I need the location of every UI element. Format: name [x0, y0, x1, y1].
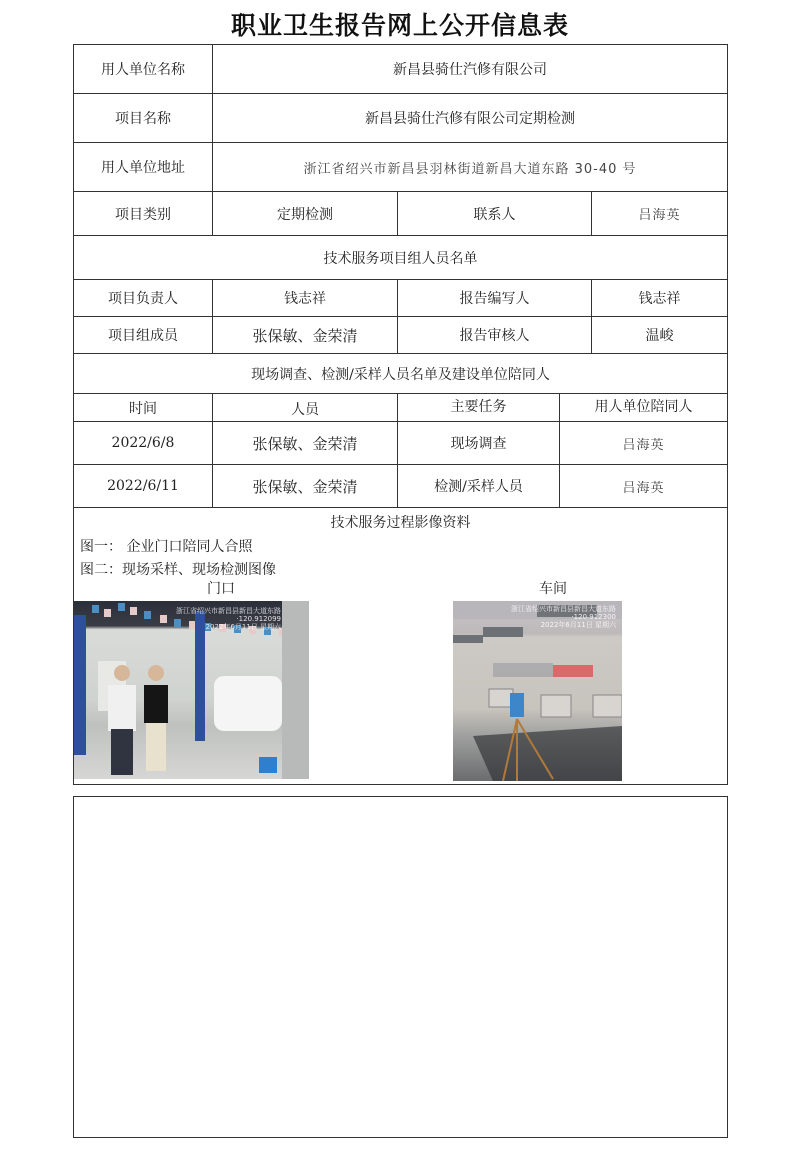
reviewer-label: 报告审核人	[398, 317, 592, 353]
info-table	[73, 44, 728, 785]
page-title: 职业卫生报告网上公开信息表	[230, 11, 569, 40]
media-section	[74, 508, 727, 784]
category-value: 定期检测	[213, 192, 398, 235]
leader-value: 钱志祥	[213, 280, 398, 316]
reviewer-value: 温峻	[645, 328, 674, 344]
team-heading: 技术服务项目组人员名单	[323, 250, 478, 267]
table-row	[74, 465, 727, 508]
col-date-header: 时间	[74, 394, 213, 421]
project-label: 项目名称	[74, 94, 213, 142]
row-team-heading	[74, 236, 727, 280]
survey-task: 检测/采样人员	[398, 465, 560, 507]
survey-date: 2022/6/8	[74, 422, 213, 464]
col-staff-header: 人员	[213, 394, 398, 421]
workshop-sampling-photo	[453, 601, 622, 781]
contact-label: 联系人	[398, 192, 592, 235]
survey-task: 现场调查	[398, 422, 560, 464]
leader-label: 项目负责人	[74, 280, 213, 316]
row-category	[74, 192, 727, 236]
table-row	[74, 422, 727, 465]
project-value: 新昌县骑仕汽修有限公司定期检测	[365, 111, 575, 127]
survey-header-row	[74, 394, 727, 422]
contact-value: 吕海英	[638, 208, 681, 223]
photo-2-watermark: 浙江省绍兴市新昌县新昌大道东路 ·120.912300 2022年6月11日 星期六	[511, 605, 616, 629]
address-value: 浙江省绍兴市新昌县羽林街道新昌大道东路 30-40 号	[303, 161, 637, 177]
row-address	[74, 143, 727, 192]
survey-companion: 吕海英	[622, 480, 665, 496]
survey-companion: 吕海英	[622, 437, 665, 453]
writer-value: 钱志祥	[638, 291, 681, 307]
category-label: 项目类别	[74, 192, 213, 235]
row-members	[74, 317, 727, 354]
media-heading: 技术服务过程影像资料	[330, 515, 471, 531]
company-label: 用人单位名称	[74, 45, 213, 93]
members-label: 项目组成员	[74, 317, 213, 353]
blank-continuation-box	[73, 796, 728, 1138]
figure-2-label: 图二：现场采样、现场检测图像	[80, 562, 276, 578]
photo-1-caption: 门口	[207, 581, 235, 597]
figure-1-label: 图一： 企业门口陪同人合照	[80, 539, 253, 555]
entrance-group-photo	[74, 601, 309, 779]
photo-2-caption: 车间	[539, 581, 567, 597]
company-value: 新昌县骑仕汽修有限公司	[393, 62, 547, 78]
survey-staff: 张保敏、金荣清	[213, 465, 398, 507]
row-project	[74, 94, 727, 143]
survey-date: 2022/6/11	[74, 465, 213, 507]
row-leader	[74, 280, 727, 317]
row-survey-heading	[74, 354, 727, 394]
members-value: 张保敏、金荣清	[213, 317, 398, 353]
row-company	[74, 45, 727, 94]
col-companion-header: 用人单位陪同人	[594, 399, 693, 415]
col-task-header: 主要任务	[398, 394, 560, 421]
address-label: 用人单位地址	[74, 143, 213, 191]
survey-staff: 张保敏、金荣清	[213, 422, 398, 464]
photo-1-watermark: 浙江省绍兴市新昌县新昌大道东路 ·120.912099 2022年6月11日 星期六	[176, 607, 281, 631]
writer-label: 报告编写人	[398, 280, 592, 316]
survey-heading: 现场调查、检测/采样人员名单及建设单位陪同人	[251, 366, 550, 383]
